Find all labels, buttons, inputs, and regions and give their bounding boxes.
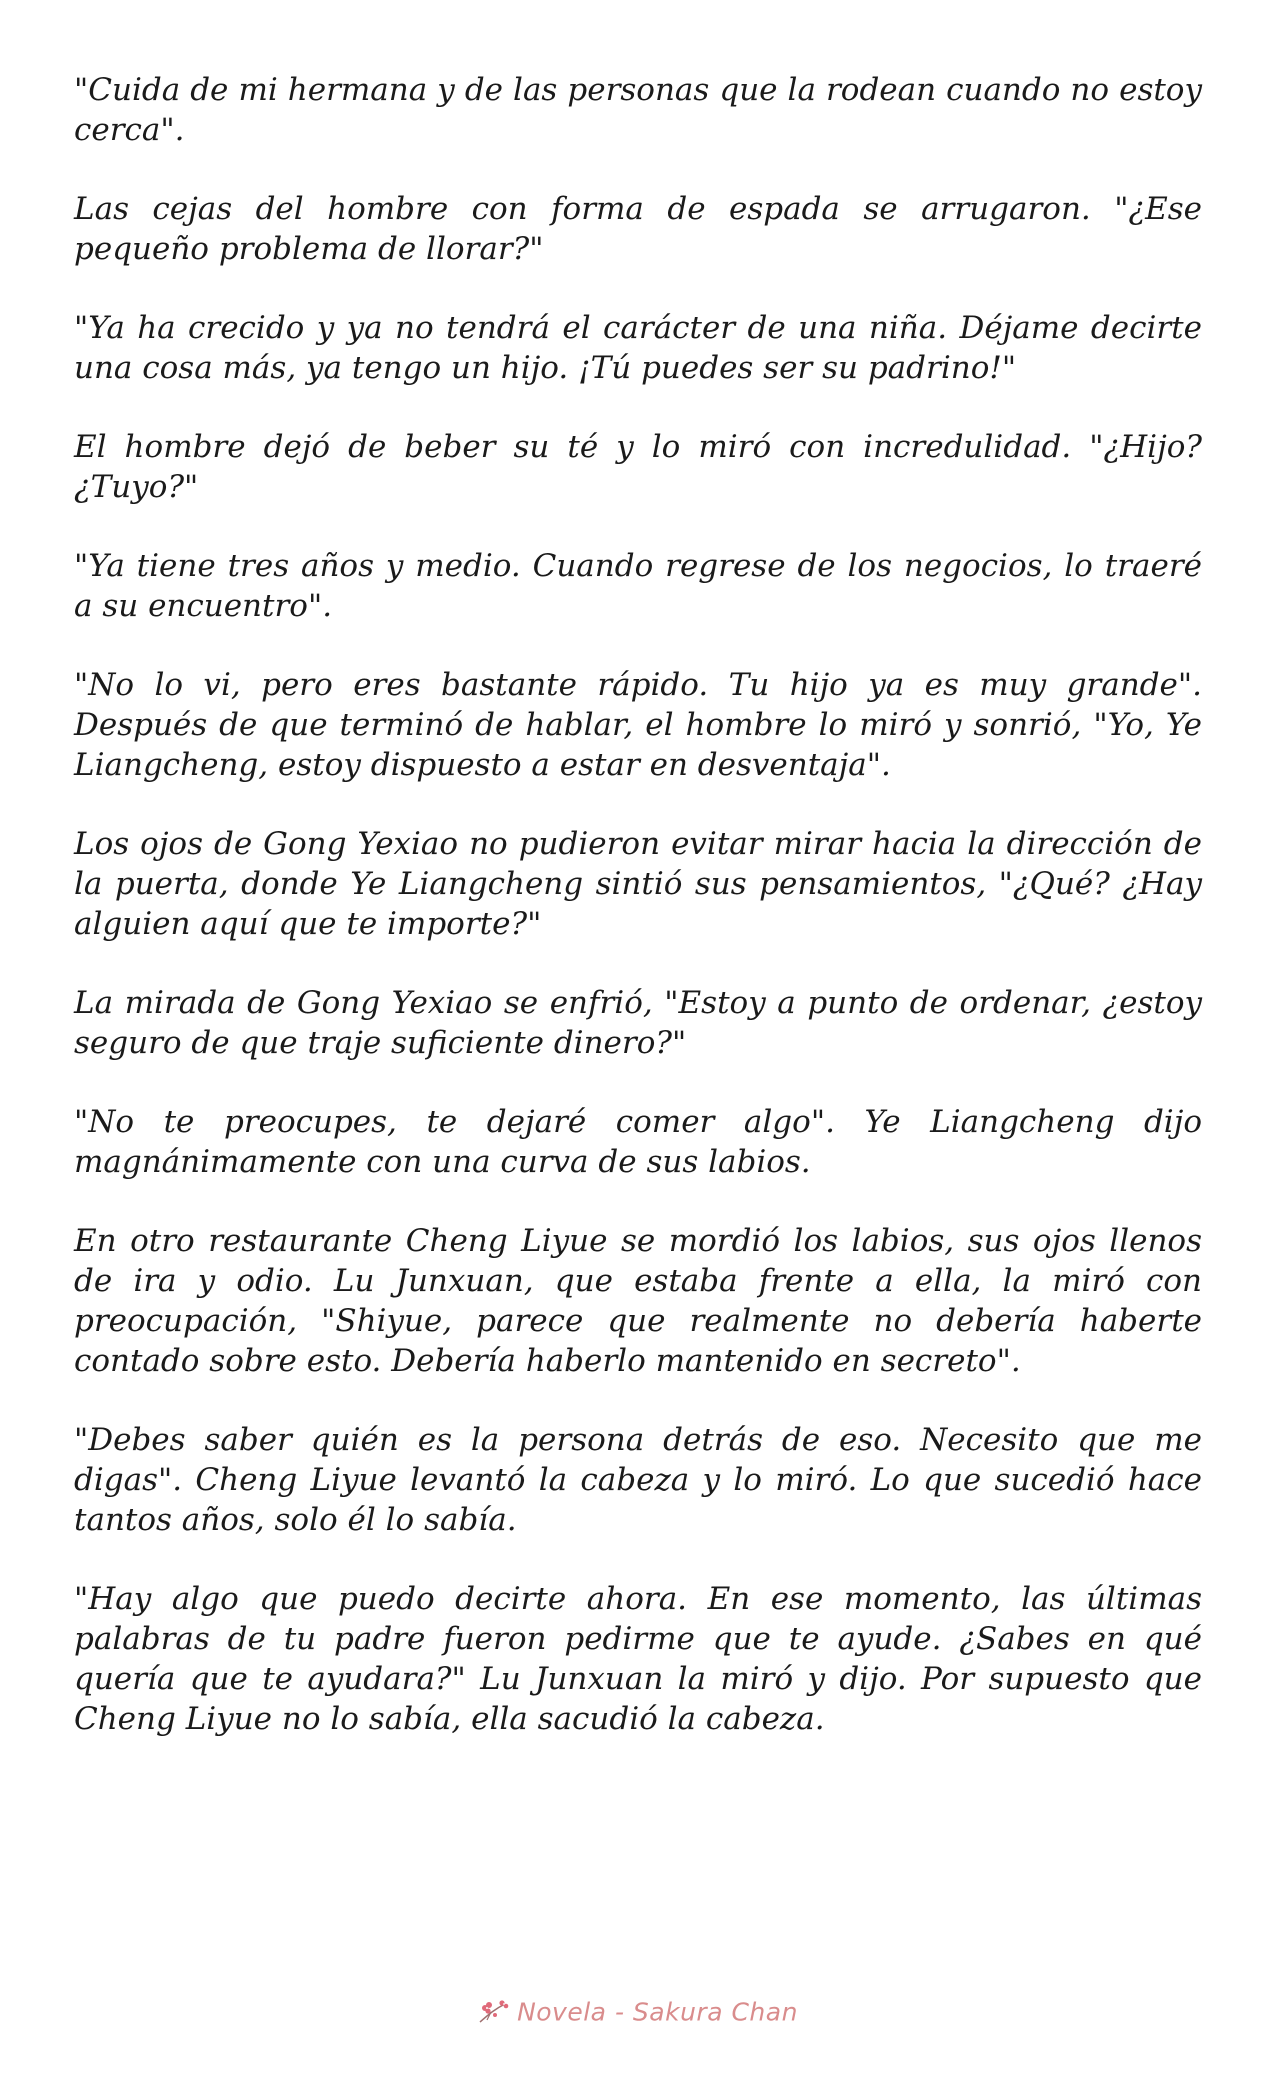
paragraph: "Ya ha crecido y ya no tendrá el carácter de una niña. Déjame decirte una cosa más, ya tengo un hijo. ¡Tú puedes ser su padrino!" [74,310,1202,386]
footer-text: Novela - Sakura Chan [517,1997,798,2027]
paragraph: Las cejas del hombre con forma de espada se arrugaron. "¿Ese pequeño problema de llorar?" [74,191,1202,267]
paragraph: "Hay algo que puedo decirte ahora. En ese momento, las últimas palabras de tu padre fueron pedirme que te ayude. ¿Sabes en qué quería que te ayudara?" Lu Junxuan la miró y dijo. Por supuesto que Cheng Liyue no lo sabía, ella sacudió la cabeza. [74,1581,1202,1737]
paragraph: "Ya tiene tres años y medio. Cuando regrese de los negocios, lo traeré a su encuentro". [74,548,1202,624]
paragraph: "No te preocupes, te dejaré comer algo". Ye Liangcheng dijo magnánimamente con una curva de sus labios. [74,1104,1202,1180]
paragraph: "No lo vi, pero eres bastante rápido. Tu hijo ya es muy grande". Después de que terminó de hablar, el hombre lo miró y sonrió, "Yo, Ye Liangcheng, estoy dispuesto a estar en desventaja". [74,667,1202,783]
sakura-blossom-icon [477,1998,511,2026]
document-body [74,70,1202,1778]
paragraph: "Debes saber quién es la persona detrás de eso. Necesito que me digas". Cheng Liyue levantó la cabeza y lo miró. Lo que sucedió hace tantos años, solo él lo sabía. [74,1422,1202,1538]
paragraph: La mirada de Gong Yexiao se enfrió, "Estoy a punto de ordenar, ¿estoy seguro de que traje suficiente dinero?" [74,985,1202,1061]
footer-watermark [0,1996,1275,2027]
paragraph: El hombre dejó de beber su té y lo miró con incredulidad. "¿Hijo? ¿Tuyo?" [74,429,1202,505]
paragraph: Los ojos de Gong Yexiao no pudieron evitar mirar hacia la dirección de la puerta, donde Ye Liangcheng sintió sus pensamientos, "¿Qué? ¿Hay alguien aquí que te importe?" [74,826,1202,942]
paragraph: En otro restaurante Cheng Liyue se mordió los labios, sus ojos llenos de ira y odio. Lu Junxuan, que estaba frente a ella, la miró con preocupación, "Shiyue, parece que realmente no debería haberte contado sobre esto. Debería haberlo mantenido en secreto". [74,1223,1202,1379]
paragraph: "Cuida de mi hermana y de las personas que la rodean cuando no estoy cerca". [74,72,1202,148]
